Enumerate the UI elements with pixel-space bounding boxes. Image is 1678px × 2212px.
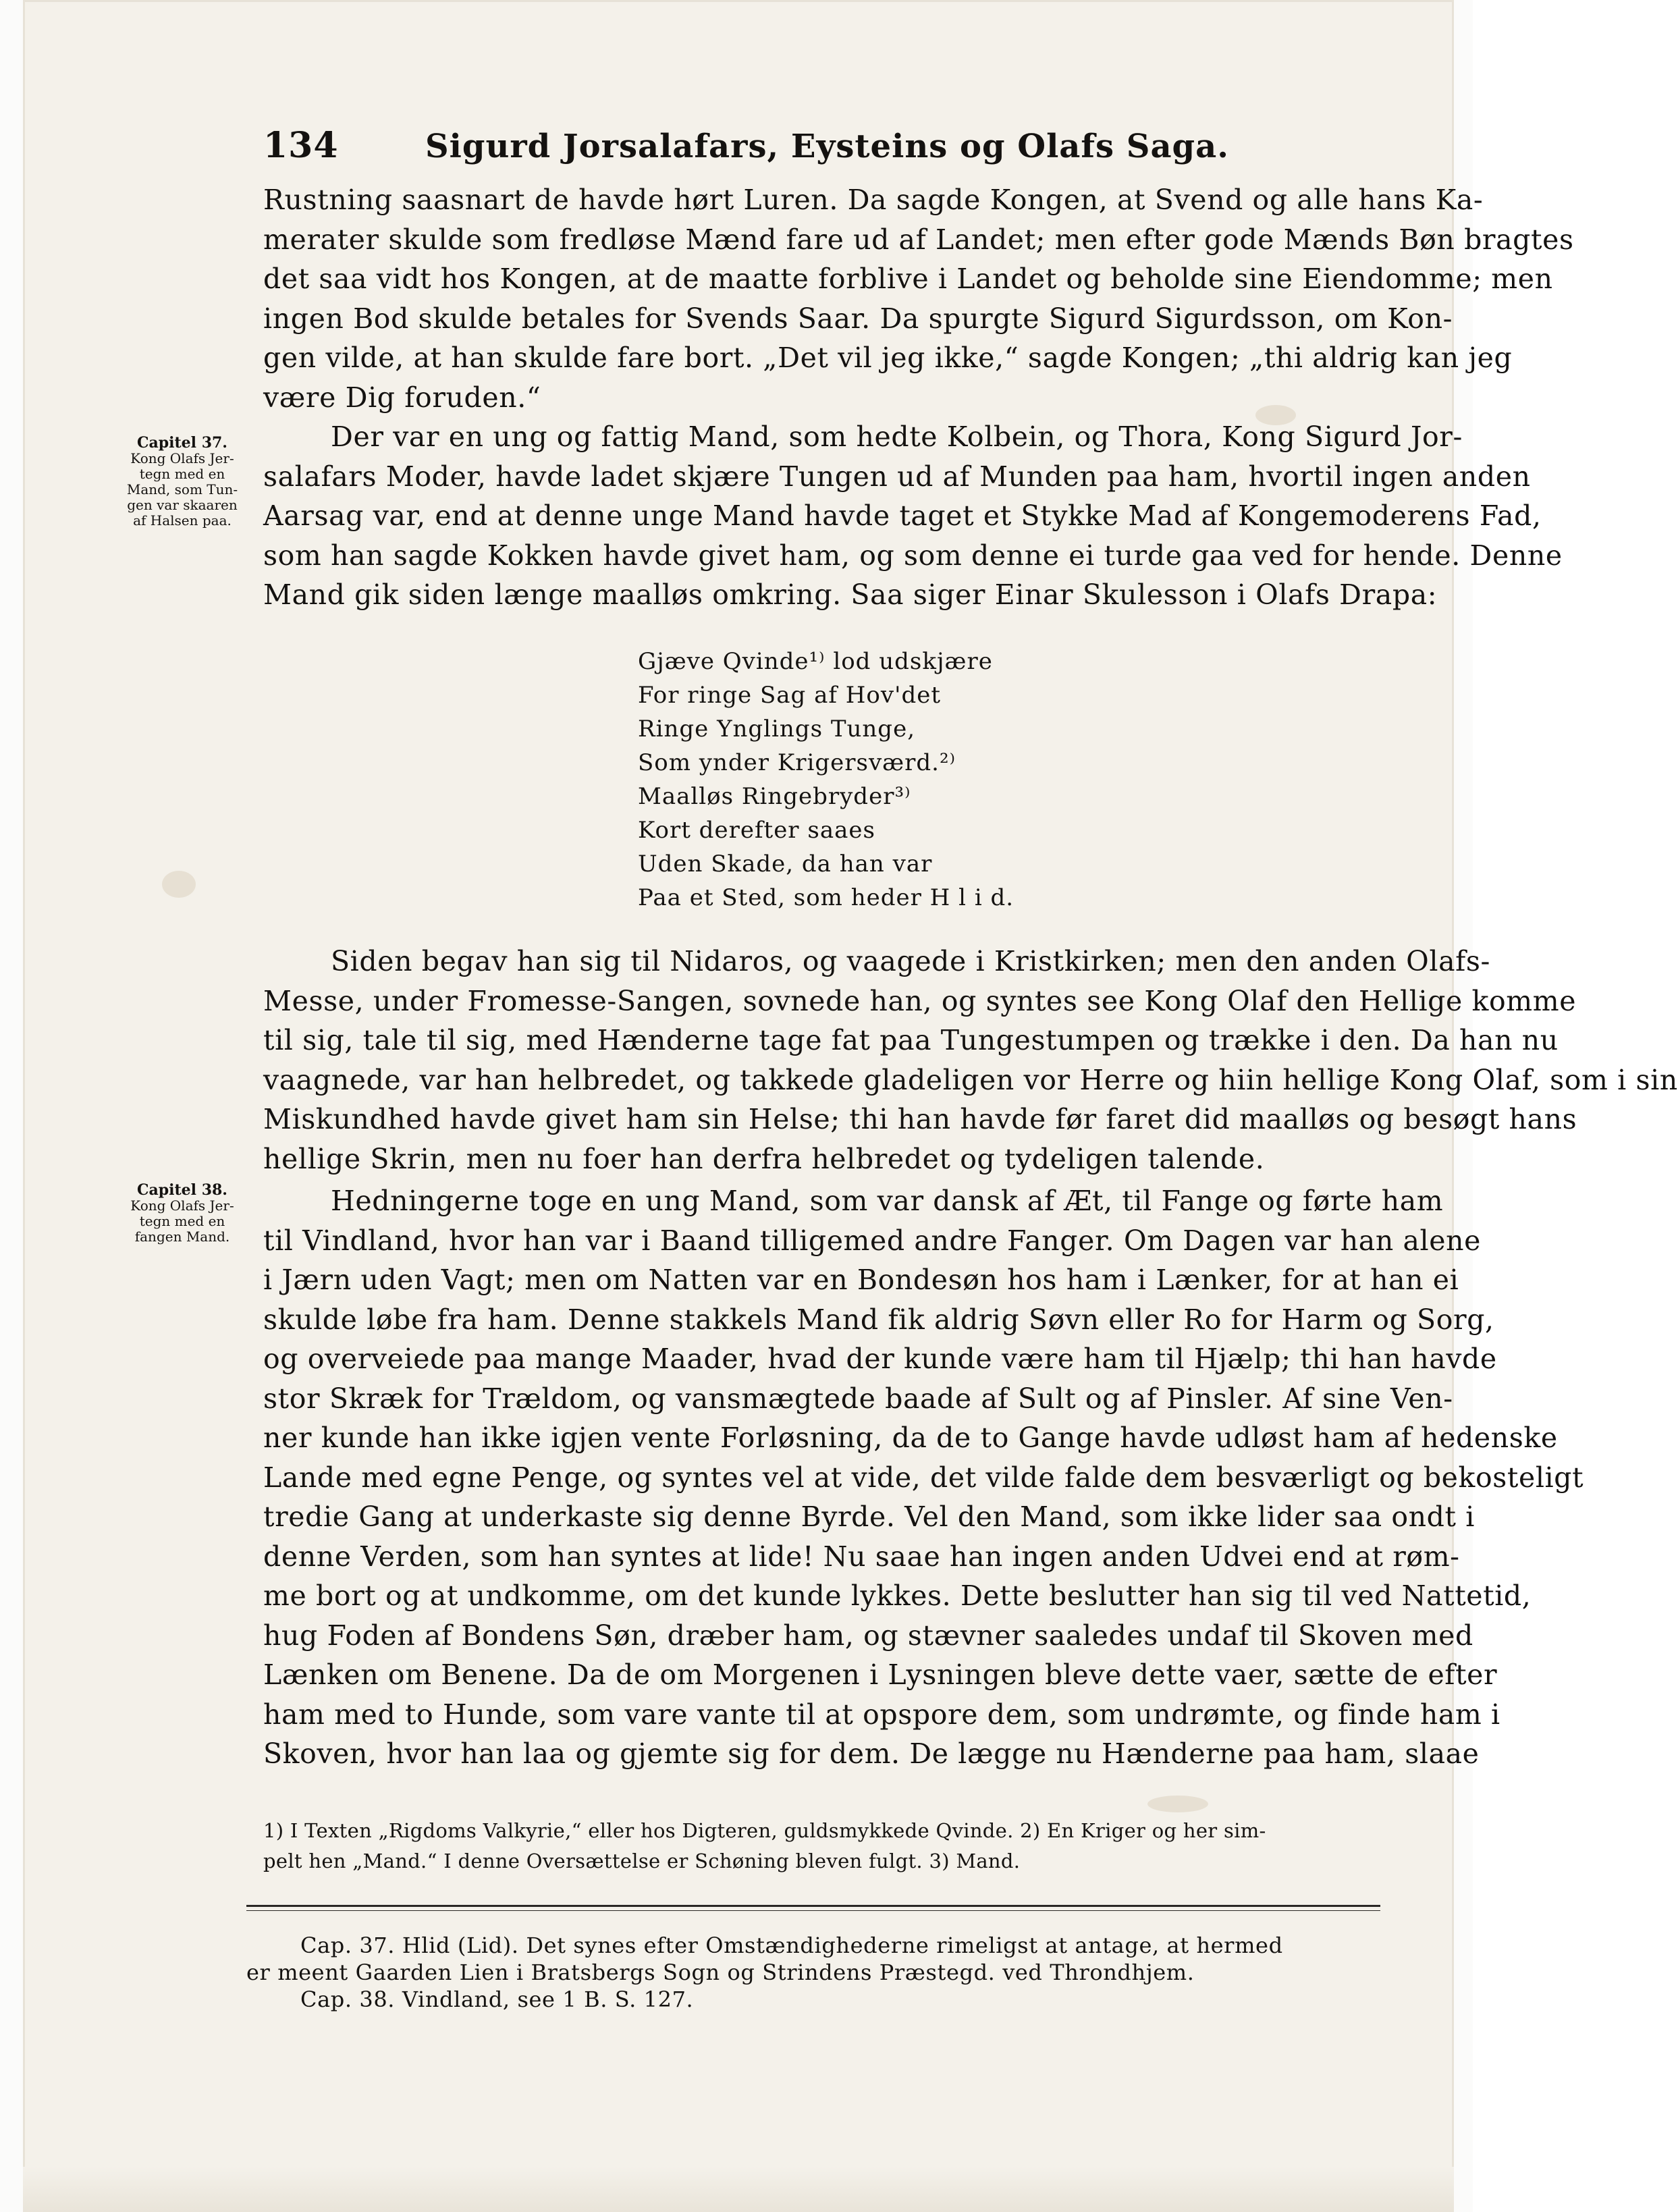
text-line: Skoven, hvor han laa og gjemte sig for dem. De lægge nu Hænderne paa ham, slaae [263,1737,1480,1770]
paper-stain [1147,1796,1208,1812]
text-line: ingen Bod skulde betales for Svends Saar. Da spurgte Sigurd Sigurdsson, om Kon- [263,302,1453,335]
chapter-37-paragraph [263,417,1563,615]
text-line: være Dig foruden.“ [263,381,541,414]
verse-line: Paa et Sted, som heder H l i d. [638,884,1014,911]
text-line: stor Skræk for Trældom, og vansmægtede baade af Sult og af Pinsler. Af sine Ven- [263,1382,1453,1415]
text-line: til sig, tale til sig, med Hænderne tage fat paa Tungestumpen og trække i den. Da han nu [263,1024,1559,1056]
page-header [263,125,1404,179]
text-line: ham med to Hunde, som vare vante til at opspore dem, som undrømte, og finde ham i [263,1698,1500,1731]
text-line: skulde løbe fra ham. Denne stakkels Mand fik aldrig Søvn eller Ro for Harm og Sorg, [263,1303,1494,1336]
text-line: ner kunde han ikke igjen vente Forløsning, da de to Gange havde udløst ham af hedenske [263,1422,1558,1454]
text-line: denne Verden, som han syntes at lide! Nu saae han ingen anden Udvei end at røm- [263,1540,1460,1573]
text-line: Lænken om Benene. Da de om Morgenen i Lysningen bleve dette vaer, sætte de efter [263,1658,1498,1691]
endnote-line: er meent Gaarden Lien i Bratsbergs Sogn og Strindens Præstegd. ved Throndhjem. [246,1960,1195,1985]
paper-stain [162,871,196,898]
margin-note-chapter-38 [111,1183,253,1245]
text-line: Miskundhed havde givet ham sin Helse; thi han havde før faret did maalløs og besøgt hans [263,1103,1577,1135]
text-line: Siden begav han sig til Nidaros, og vaagede i Kristkirken; men den anden Olafs- [331,945,1491,977]
text-line: i Jærn uden Vagt; men om Natten var en Bondesøn hos ham i Lænker, for at han ei [263,1264,1459,1296]
text-line: til Vindland, hvor han var i Baand tilligemed andre Fanger. Om Dagen var han alene [263,1224,1481,1257]
verse-line: Gjæve Qvinde¹⁾ lod udskjære [638,648,993,675]
text-line: Aarsag var, end at denne unge Mand havde taget et Stykke Mad af Kongemoderens Fad, [263,500,1542,532]
verse-line: Kort derefter saaes [638,817,875,844]
text-line: Hedningerne toge en ung Mand, som var dansk af Æt, til Fange og førte ham [331,1185,1444,1217]
text-line: Messe, under Fromesse-Sangen, sovnede han, og syntes see Kong Olaf den Hellige komme [263,984,1577,1017]
verse-line: Uden Skade, da han var [638,851,933,878]
text-line: Mand gik siden længe maalløs omkring. Saa siger Einar Skulesson i Olafs Drapa: [263,578,1438,611]
text-line: hellige Skrin, men nu foer han derfra helbredet og tydeligen talende. [263,1142,1265,1175]
intro-paragraph [263,180,1574,417]
text-line: hug Foden af Bondens Søn, dræber ham, og stævner saaledes undaf til Skoven med [263,1619,1473,1652]
footnote-line: pelt hen „Mand.“ I denne Oversættelse er Schøning bleven fulgt. 3) Mand. [263,1850,1021,1872]
separator-rule [246,1905,1380,1907]
text-line: tredie Gang at underkaste sig denne Byrde. Vel den Mand, som ikke lider saa ondt i [263,1501,1475,1533]
text-line: Der var en ung og fattig Mand, som hedte Kolbein, og Thora, Kong Sigurd Jor- [331,421,1463,453]
text-line: og overveiede paa mange Maader, hvad der kunde være ham til Hjælp; thi han havde [263,1343,1497,1375]
chapter-37-continuation [263,942,1678,1179]
chapter-38-paragraph [263,1181,1584,1774]
text-line: merater skulde som fredløse Mænd fare ud af Landet; men efter gode Mænds Bøn bragtes [263,223,1574,256]
text-line: vaagnede, var han helbredet, og takkede gladeligen vor Herre og hiin hellige Kong Olaf, som i sin [263,1063,1678,1096]
verse-line: Ringe Ynglings Tunge, [638,716,916,743]
page-body [263,125,1574,615]
endnote-line: Cap. 37. Hlid (Lid). Det synes efter Omstændighederne rimeligst at antage, at hermed [300,1933,1283,1958]
footnotes [263,1816,1404,1877]
verse-line: For ringe Sag af Hov'det [638,682,941,709]
text-line: me bort og at undkomme, om det kunde lykkes. Dette beslutter han sig til ved Nattetid, [263,1580,1532,1612]
verse-block [638,645,1110,915]
running-title: Sigurd Jorsalafars, Eysteins og Olafs Saga. [425,128,1229,165]
separator-rule-thin [246,1910,1380,1911]
verse-line: Maalløs Ringebryder³⁾ [638,783,911,810]
verse-line: Som ynder Krigersværd.²⁾ [638,749,956,776]
margin-chapter-label: Capitel 37. [137,434,227,452]
text-line: som han sagde Kokken havde givet ham, og som denne ei turde gaa ved for hende. Denne [263,539,1563,572]
page-bottom-shadow [23,2167,1454,2212]
margin-summary: Kong Olafs Jer- tegn med en Mand, som Tun- gen var skaaren af Halsen paa. [126,450,238,529]
endnotes [246,1932,1387,2013]
endnote-line: Cap. 38. Vindland, see 1 B. S. 127. [300,1987,694,2012]
page-number: 134 [263,125,339,166]
text-line: gen vilde, at han skulde fare bort. „Det vil jeg ikke,“ sagde Kongen; „thi aldrig kan jeg [263,342,1513,374]
margin-summary: Kong Olafs Jer- tegn med en fangen Mand. [130,1197,234,1245]
text-line: salafars Moder, havde ladet skjære Tungen ud af Munden paa ham, hvortil ingen anden [263,460,1531,493]
text-line: Rustning saasnart de havde hørt Luren. Da sagde Kongen, at Svend og alle hans Ka- [263,184,1484,216]
text-line: det saa vidt hos Kongen, at de maatte forblive i Landet og beholde sine Eiendomme; men [263,263,1553,295]
margin-note-chapter-37 [111,435,253,529]
text-line: Lande med egne Penge, og syntes vel at vide, det vilde falde dem besværligt og bekosteligt [263,1461,1584,1494]
footnote-line: 1) I Texten „Rigdoms Valkyrie,“ eller hos Digteren, guldsmykkede Qvinde. 2) En Kriger og her sim- [263,1819,1266,1842]
margin-chapter-label: Capitel 38. [137,1181,227,1199]
